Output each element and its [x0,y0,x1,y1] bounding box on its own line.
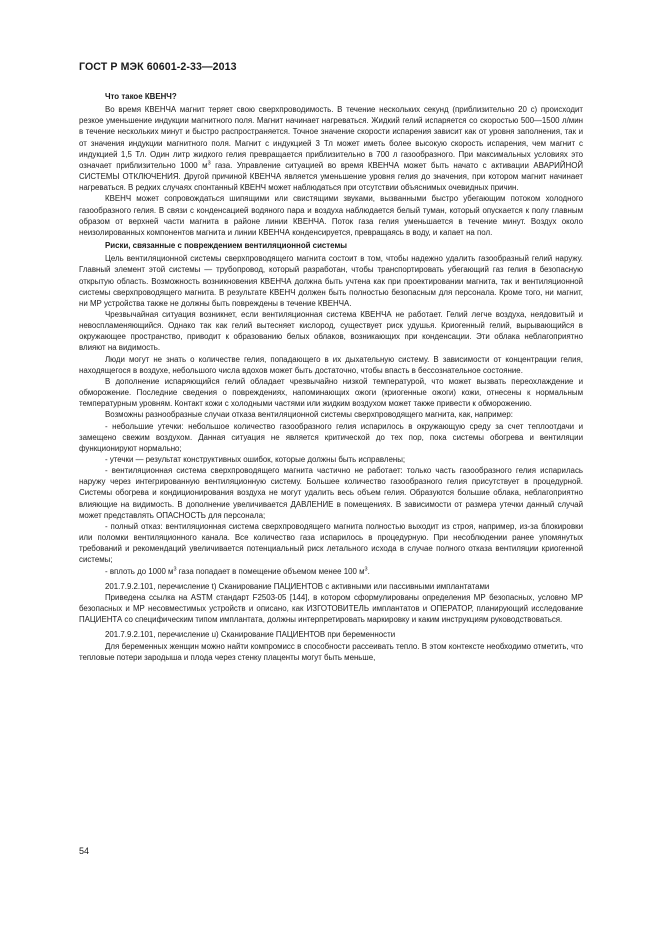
clause-reference: 201.7.9.2.101, перечисление u) Сканирование ПАЦИЕНТОВ при беременности [105,630,396,640]
list-item: - вплоть до 1000 $м^3$ газа попадает в помещение объемом менее 100 $м^3$. [105,565,370,576]
clause-reference: 201.7.9.2.101, перечисление t) Сканирование ПАЦИЕНТОВ с активными или пассивными имплантатами [105,581,490,591]
paragraph: Цель вентиляционной системы сверхпроводящего магнита состоит в том, чтобы надежно удалить газообразный гелий наружу. Главный элемент этой системы — трубопровод, который разработан, чтобы транспортировать убегающий газ гелия в безопасную открытую область. Возможность возникновения КВЕНЧА должна быть учтена как при проектировании магнита, так и вентиляционной системы сверхпроводящего магнита. В результате КВЕНЧ должен быть полностью безопасным для персонала. Кроме того, ни магнит, ни МР устройства также не должны быть повреждены в течение КВЕНЧА. [79,254,583,308]
paragraph: В дополнение испаряющийся гелий обладает чрезвычайно низкой температурой, что может вызвать переохлаждение и обморожение. Последние сведения о повреждениях, напоминающих ожоги (криогенные ожоги) кожи, отнесены к нормальным температурным уровням. Контакт кожи с холодными частями или жидким воздухом может также привести к обморожению. [79,376,583,409]
paragraph: Люди могут не знать о количестве гелия, попадающего в их дыхательную систему. В зависимости от концентрации гелия, находящегося в воздухе, небольшого числа вдохов может быть достаточно, чтобы впасть в бессознательное состояние. [79,354,583,375]
list-item: - утечки — результат конструктивных ошибок, которые должны быть исправлены; [105,455,406,464]
section-heading-quench: Что такое КВЕНЧ? [105,92,177,101]
paragraph: КВЕНЧ может сопровождаться шипящими или свистящими звуками, вызванными быстро убегающим потоком холодного газообразного гелия. В связи с конденсацией водяного пара и воздуха наблюдается белый туман, который опускается к полу главным образом от верхней части магнита в районе линии КВЕНЧА. Поток газа гелия уменьшается в течение минут. Воздух около неизолированных компонентов магнита и линии КВЕНЧА конденсируется, превращаясь в воду, и капает на пол. [79,194,583,237]
paragraph: Приведена ссылка на ASTM стандарт F2503-05 [144], в котором сформулированы определения МР безопасных, условно МР безопасных и МР несовместимых устройств и описано, как ИЗГОТОВИТЕЛЬ имплантатов и ОПЕРАТОР, планирующий исследование ПАЦИЕНТА со специфическим типом имплантата, должны интерпретировать маркировку и каким инструкциям руководствоваться. [79,592,583,625]
paragraph: Чрезвычайная ситуация возникнет, если вентиляционная система КВЕНЧА не работает. Гелий легче воздуха, неядовитый и невоспламеняющийся. Однако так как гелий вытесняет кислород, существует риск удушья. Криогенный гелий, вырывающийся в окружающее пространство, приводит к образованию белых облаков, возникающих при конденсации. Эти облака неблагоприятно влияют на видимость. [79,309,583,353]
list-item: - небольшие утечки: небольшое количество газообразного гелия испарилось в окружающую среду за счет теплоотдачи и замещено свежим воздухом. Данная ситуация не является критической до тех пор, пока системы обогрева и вентиляции функционируют нормально; [79,421,583,453]
paragraph: Возможны разнообразные случаи отказа вентиляционной системы сверхпроводящего магнита, как, например: [105,410,513,420]
paragraph: Во время КВЕНЧА магнит теряет свою сверхпроводимость. В течение нескольких секунд (приблизительно 20 с) происходит резкое уменьшение индукции магнитного поля. Магнит начинает нагреваться. Жидкий гелий испаряется со скоростью 500—1500 л/мин в течение нескольких минут и быстро распространяется. Точное значение скорости испарения зависит как от уровня заполнения, так и от значения индукции магнитного поля. Магнит с индукцией 3 Тл может иметь более высокую скорость испарения, чем магнит с индукцией 1,5 Тл. Один литр жидкого гелия превращается приблизительно в 700 л газообразного. При максимальных условиях это означает приблизительно 1000 $м^3$ газа. Управление ситуацией во время КВЕНЧА может быть начато с активации АВАРИЙНОЙ СИСТЕМЫ ОТКЛЮЧЕНИЯ. Другой причиной КВЕНЧА является уменьшение уровня гелия до значения, при котором магнит начинает нагреваться. В редких случаях спонтанный КВЕНЧ может наблюдаться при отсутствии объяснимых очевидных причин. [79,105,583,193]
document-body [79,91,583,663]
list-item: - полный отказ: вентиляционная система сверхпроводящего магнита полностью выходит из строя, например, из-за блокировки или поломки вентиляционного канала. Все количество газа испарилось в процедурную. При несоблюдении ранее упомянутых требований и рекомендаций увеличивается потенциальный риск летального исхода в случае полного отказа вентиляции криогенной системы; [79,521,583,565]
page-title: ГОСТ Р МЭК 60601-2-33—2013 [79,61,237,73]
section-heading-ventilation-risks: Риски, связанные с повреждением вентиляционной системы [105,241,348,251]
page-number: 54 [79,846,90,856]
paragraph: Для беременных женщин можно найти компромисс в способности рассеивать тепло. В этом контексте необходимо отметить, что тепловые потери зародыша и плода через стенку плаценты могут быть меньше, [79,641,583,662]
list-item: - вентиляционная система сверхпроводящего магнита частично не работает: только часть газообразного гелия испарилась наружу через интегрированную вентиляционную систему. Большее количество газообразного гелия присутствует в процедурной. Системы обогрева и кондиционирования воздуха не могут удалить весь объем гелия. Образуются большие облака, неблагоприятно влияющие на видимость. В дополнение увеличивается ДАВЛЕНИЕ в помещениях. В зависимости от размера утечки данный случай может представлять ОПАСНОСТЬ для персонала; [79,466,583,520]
